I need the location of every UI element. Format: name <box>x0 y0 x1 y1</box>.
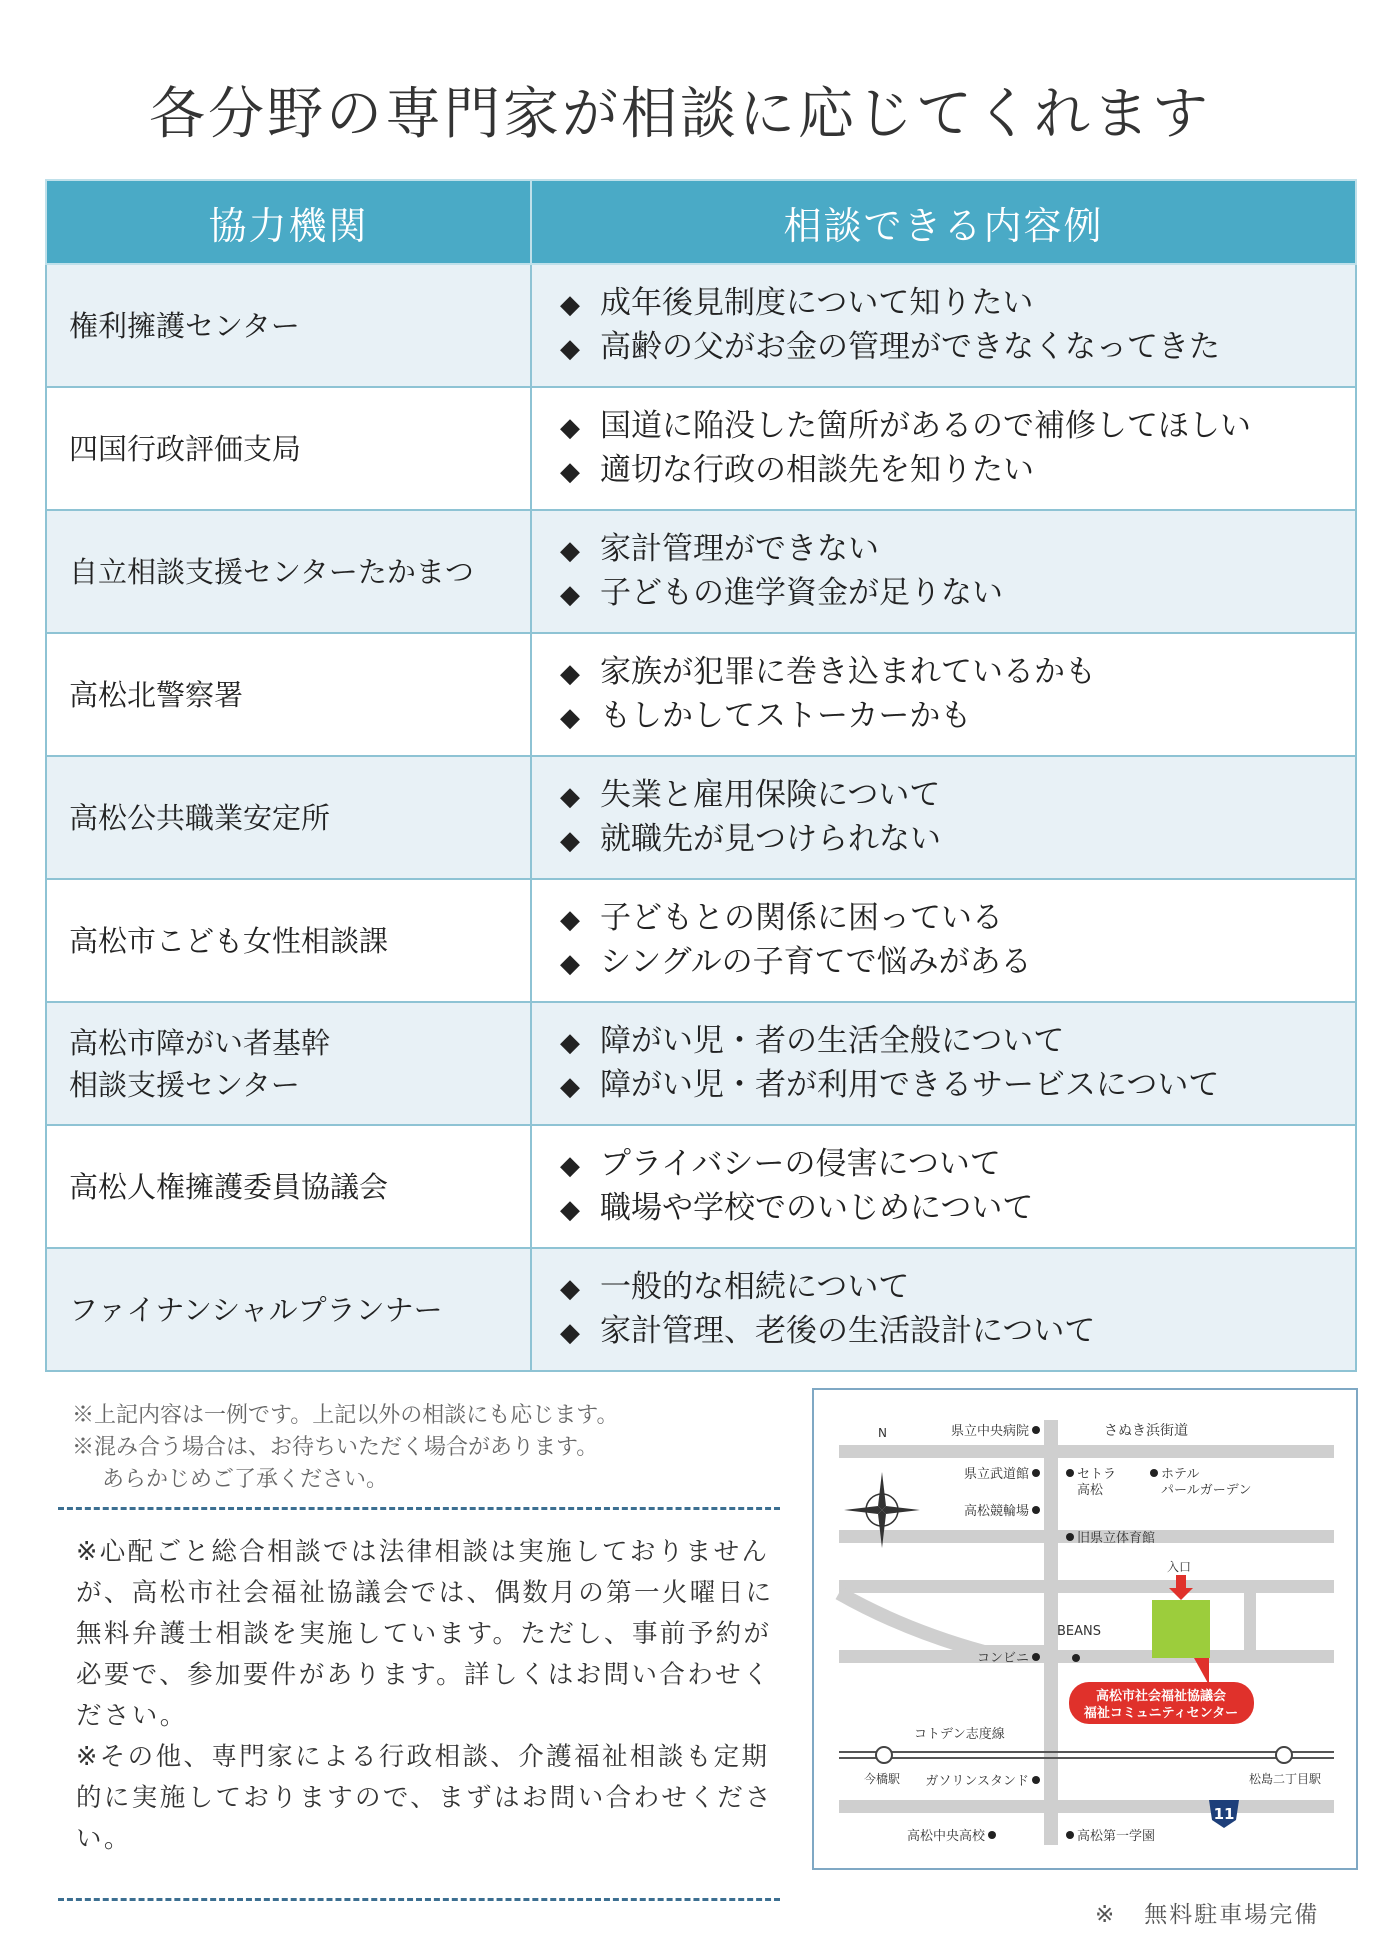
consultation-example <box>560 572 1354 616</box>
dashed-divider <box>58 1898 780 1901</box>
diamond-bullet-icon: ◆ <box>560 1027 580 1058</box>
landmark-dot <box>1066 1469 1074 1477</box>
organization-cell <box>46 633 531 756</box>
road-route11 <box>839 1800 1334 1813</box>
consultation-example <box>560 897 1354 941</box>
diamond-bullet-icon: ◆ <box>560 1273 580 1304</box>
parking-mark: ※ <box>1095 1902 1117 1928</box>
road-horizontal <box>839 1580 1334 1593</box>
label-keirin: 高松競輪場 <box>963 1504 1029 1519</box>
label-gym: 旧県立体育館 <box>1077 1531 1156 1546</box>
diamond-bullet-icon: ◆ <box>560 702 580 733</box>
header-organization: 協力機関 <box>46 180 531 264</box>
label-budokan: 県立武道館 <box>963 1467 1029 1482</box>
consultation-examples-cell <box>531 1002 1356 1125</box>
consultation-example <box>560 326 1354 370</box>
consultation-example <box>560 449 1354 493</box>
example-text: 国道に陥没した箇所があるので補修してほしい <box>600 407 1251 444</box>
label-konbini: コンビニ <box>976 1651 1029 1666</box>
label-school2: 高松第一学園 <box>1077 1829 1156 1844</box>
consultation-examples-cell <box>531 264 1356 387</box>
label-railway: コトデン志度線 <box>914 1727 1005 1742</box>
consultation-example <box>560 1266 1354 1310</box>
consultation-examples-cell <box>531 387 1356 510</box>
organization-name: 相談支援センター <box>69 1067 300 1102</box>
example-text: 適切な行政の相談先を知りたい <box>600 451 1034 488</box>
diamond-bullet-icon: ◆ <box>560 535 580 566</box>
landmark-dot <box>1066 1533 1074 1541</box>
consultation-example <box>560 941 1354 985</box>
example-text: プライバシーの侵害について <box>600 1145 1001 1182</box>
landmark-dot <box>1032 1506 1040 1514</box>
label-sanukihama: さぬき浜街道 <box>1104 1423 1188 1439</box>
table-row <box>46 264 1356 387</box>
example-text: シングルの子育てで悩みがある <box>600 943 1032 980</box>
legal-consultation-info <box>76 1532 781 1860</box>
diamond-bullet-icon: ◆ <box>560 904 580 935</box>
diamond-bullet-icon: ◆ <box>560 333 580 364</box>
organization-cell <box>46 1125 531 1248</box>
organization-cell <box>46 1002 531 1125</box>
label-setora: 高松 <box>1077 1483 1104 1498</box>
example-text: 就職先が見つけられない <box>600 820 941 857</box>
label-station-left: 今橋駅 <box>864 1772 901 1786</box>
table-body <box>46 264 1356 1371</box>
landmark-dot <box>1032 1653 1040 1661</box>
diamond-bullet-icon: ◆ <box>560 289 580 320</box>
info-paragraph: ※その他、専門家による行政相談、介護福祉相談も定期的に実施しておりますので、まずはお問い合わせください。 <box>76 1742 773 1854</box>
consultation-example <box>560 651 1354 695</box>
label-beans: BEANS <box>1057 1624 1102 1639</box>
organization-name: 高松市障がい者基幹 <box>69 1025 331 1060</box>
diamond-bullet-icon: ◆ <box>560 1317 580 1348</box>
consultation-examples-cell <box>531 1248 1356 1371</box>
center-label: 福祉コミュニティセンター <box>1083 1706 1239 1721</box>
table-row <box>46 1002 1356 1125</box>
consultation-example <box>560 1143 1354 1187</box>
table-row <box>46 387 1356 510</box>
organization-cell <box>46 387 531 510</box>
example-text: 一般的な相続について <box>600 1268 910 1305</box>
diamond-bullet-icon: ◆ <box>560 825 580 856</box>
table-row <box>46 1248 1356 1371</box>
landmark-dot <box>1032 1776 1040 1784</box>
diamond-bullet-icon: ◆ <box>560 1150 580 1181</box>
example-text: 子どもとの関係に困っている <box>600 899 1003 936</box>
label-hotel: パールガーデン <box>1161 1483 1252 1498</box>
label-school1: 高松中央高校 <box>906 1829 985 1844</box>
consultation-example <box>560 1064 1354 1108</box>
header-consultation-examples: 相談できる内容例 <box>531 180 1356 264</box>
consultation-example <box>560 1020 1354 1064</box>
road-sanukihama <box>839 1445 1334 1458</box>
map-drawing <box>814 1390 1356 1868</box>
example-text: 成年後見制度について知りたい <box>600 284 1034 321</box>
center-label: 高松市社会福祉協議会 <box>1095 1689 1227 1704</box>
consultation-examples-cell <box>531 510 1356 633</box>
consultation-example <box>560 282 1354 326</box>
diamond-bullet-icon: ◆ <box>560 948 580 979</box>
consultation-example <box>560 695 1354 739</box>
road-horizontal <box>839 1650 1334 1663</box>
organization-name: 高松北警察署 <box>69 677 244 712</box>
diamond-bullet-icon: ◆ <box>560 1194 580 1225</box>
diamond-bullet-icon: ◆ <box>560 658 580 689</box>
organization-cell <box>46 510 531 633</box>
consultation-example <box>560 774 1354 818</box>
road-vertical-small <box>1244 1586 1256 1656</box>
organization-name: 高松人権擁護委員協議会 <box>69 1169 389 1204</box>
example-text: 子どもの進学資金が足りない <box>600 574 1003 611</box>
parking-note <box>1095 1896 1319 1929</box>
diamond-bullet-icon: ◆ <box>560 1071 580 1102</box>
diamond-bullet-icon: ◆ <box>560 579 580 610</box>
consultation-examples-cell <box>531 756 1356 879</box>
station-marker <box>876 1747 892 1763</box>
landmark-dot <box>1072 1654 1080 1662</box>
organization-name: 自立相談支援センターたかまつ <box>69 554 474 589</box>
table-row <box>46 510 1356 633</box>
example-text: 障がい児・者の生活全般について <box>600 1022 1065 1059</box>
dashed-divider <box>58 1507 780 1510</box>
organization-cell <box>46 1248 531 1371</box>
north-label: N <box>878 1426 887 1440</box>
organization-cell <box>46 879 531 1002</box>
example-text: 家計管理ができない <box>600 530 879 567</box>
table-row <box>46 633 1356 756</box>
example-text: 障がい児・者が利用できるサービスについて <box>600 1066 1220 1103</box>
info-paragraph: ※心配ごと総合相談では法律相談は実施しておりませんが、高松市社会福祉協議会では、偶数月の第一火曜日に無料弁護士相談を実施しています。ただし、事前予約が必要で、参加要件があります。詳しくはお問い合わせください。 <box>76 1537 774 1731</box>
organization-cell <box>46 756 531 879</box>
landmark-dot <box>1032 1426 1040 1434</box>
organization-name: 高松公共職業安定所 <box>69 800 331 835</box>
label-station-right: 松島二丁目駅 <box>1249 1772 1322 1786</box>
consultation-examples-cell <box>531 633 1356 756</box>
table-row <box>46 756 1356 879</box>
diamond-bullet-icon: ◆ <box>560 781 580 812</box>
consultation-example <box>560 1187 1354 1231</box>
organization-name: 権利擁護センター <box>69 308 300 343</box>
example-text: もしかしてストーカーかも <box>600 697 972 734</box>
consultation-example <box>560 528 1354 572</box>
consultation-example <box>560 818 1354 862</box>
landmark-dot <box>1032 1469 1040 1477</box>
page-title: 各分野の専門家が相談に応じてくれます <box>149 82 1211 147</box>
consultation-examples-cell <box>531 879 1356 1002</box>
label-hospital: 県立中央病院 <box>950 1424 1029 1439</box>
example-text: 職場や学校でのいじめについて <box>600 1189 1034 1226</box>
organization-name: ファイナンシャルプランナー <box>69 1292 443 1327</box>
consultation-table <box>45 179 1357 1372</box>
notes <box>72 1400 772 1496</box>
note-line: ※混み合う場合は、お待ちいただく場合があります。 <box>72 1435 599 1460</box>
note-line: あらかじめご了承ください。 <box>102 1467 389 1492</box>
landmark-dot <box>1066 1831 1074 1839</box>
landmark-dot <box>988 1831 996 1839</box>
example-text: 高齢の父がお金の管理ができなくなってきた <box>600 328 1220 365</box>
consultation-example <box>560 1310 1354 1354</box>
road-curve <box>839 1593 1044 1652</box>
example-text: 家族が犯罪に巻き込まれているかも <box>600 653 1096 690</box>
access-map <box>812 1388 1358 1870</box>
table-row <box>46 1125 1356 1248</box>
center-building <box>1152 1600 1210 1658</box>
label-gas: ガソリンスタンド <box>925 1774 1029 1789</box>
landmark-dot <box>1150 1469 1158 1477</box>
note-line: ※上記内容は一例です。上記以外の相談にも応じます。 <box>72 1403 619 1428</box>
example-text: 失業と雇用保険について <box>600 776 941 813</box>
diamond-bullet-icon: ◆ <box>560 412 580 443</box>
label-setora: セトラ <box>1077 1467 1117 1482</box>
organization-name: 高松市こども女性相談課 <box>69 923 389 958</box>
parking-text: 無料駐車場完備 <box>1144 1902 1320 1928</box>
table-header-row <box>46 180 1356 264</box>
label-hotel: ホテル <box>1161 1467 1200 1482</box>
route-number: 11 <box>1213 1805 1235 1823</box>
organization-name: 四国行政評価支局 <box>69 431 302 466</box>
example-text: 家計管理、老後の生活設計について <box>600 1312 1096 1349</box>
road-vertical <box>1044 1420 1058 1845</box>
table-row <box>46 879 1356 1002</box>
diamond-bullet-icon: ◆ <box>560 456 580 487</box>
organization-cell <box>46 264 531 387</box>
consultation-examples-cell <box>531 1125 1356 1248</box>
label-entrance: 入口 <box>1167 1560 1192 1574</box>
station-marker <box>1276 1747 1292 1763</box>
consultation-example <box>560 405 1354 449</box>
